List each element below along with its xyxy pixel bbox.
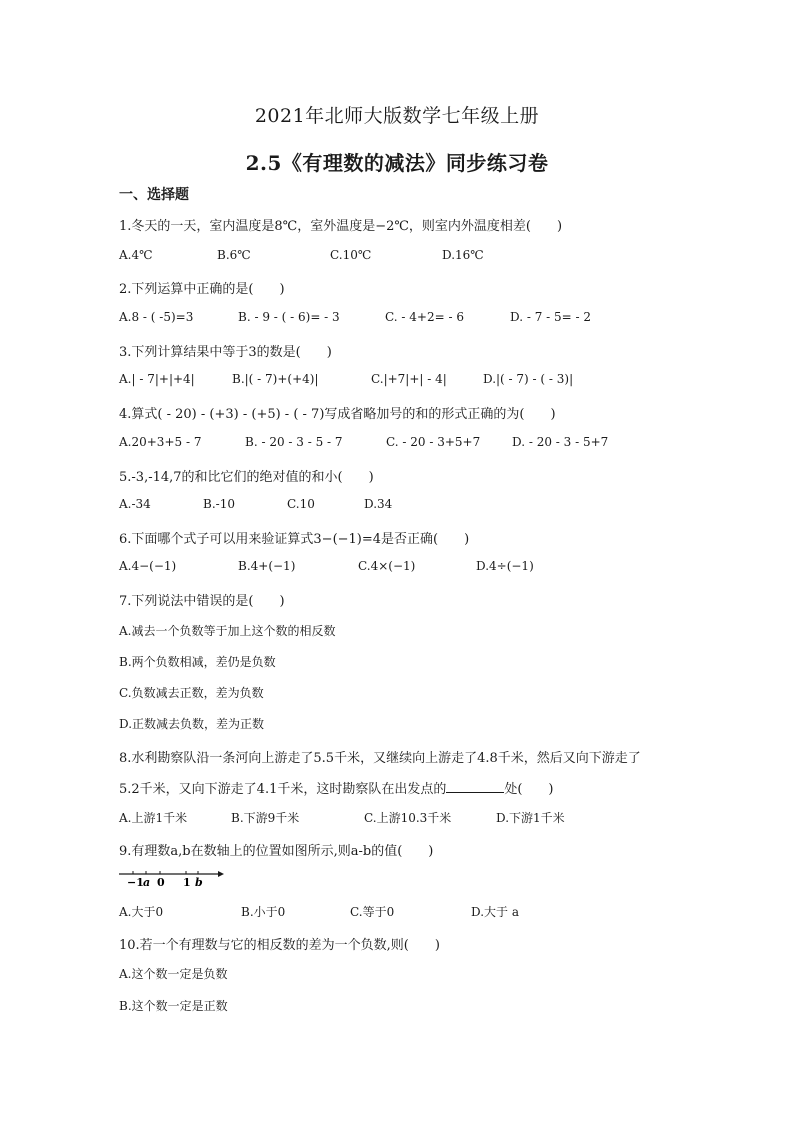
question-10-stem: 10.若一个有理数与它的相反数的差为一个负数,则( ) [119, 938, 440, 953]
question-8-stem-line-2 [119, 778, 554, 797]
document-title: 2021年北师大版数学七年级上册 [254, 105, 540, 127]
question-6-option-b: B.4+(−1) [238, 559, 296, 573]
question-2-stem: 2.下列运算中正确的是( ) [119, 282, 285, 297]
question-5-option-d: D.34 [364, 497, 393, 511]
question-5-option-b: B.-10 [203, 497, 235, 511]
question-8-option-c: C.上游10.3千米 [364, 811, 452, 825]
question-5-option-c: C.10 [287, 497, 315, 511]
label-minus-one: −1 [127, 876, 144, 889]
question-9-option-b: B.小于0 [241, 905, 286, 919]
question-3-option-d: D.|( - 7) - ( - 3)| [483, 372, 574, 386]
question-4-option-a: A.20+3+5 - 7 [119, 435, 202, 449]
section-heading: 一、选择题 [119, 187, 189, 203]
question-5-stem: 5.-3,-14,7的和比它们的绝对值的和小( ) [119, 470, 374, 485]
question-1-stem: 1.冬天的一天，室内温度是8℃，室外温度是−2℃，则室内外温度相差( ) [119, 219, 563, 234]
question-7-option-d: D.正数减去负数，差为正数 [119, 717, 265, 731]
question-3-stem: 3.下列计算结果中等于3的数是( ) [119, 345, 332, 360]
question-8-option-b: B.下游9千米 [231, 811, 300, 825]
question-1-option-d: D.16℃ [442, 248, 484, 262]
answer-blank [446, 780, 504, 793]
arrow-icon [218, 871, 224, 877]
question-10-option-b: B.这个数一定是正数 [119, 999, 228, 1013]
question-3-option-b: B.|( - 7)+(+4)| [232, 372, 319, 386]
number-line-figure [118, 868, 228, 890]
question-9-option-d: D.大于 a [471, 905, 519, 919]
question-2-option-a: A.8 - ( -5)=3 [119, 310, 194, 324]
label-zero: 0 [157, 876, 165, 889]
question-9-option-c: C.等于0 [350, 905, 395, 919]
label-b: b [195, 876, 203, 889]
question-9-stem: 9.有理数a,b在数轴上的位置如图所示,则a-b的值( ) [119, 844, 434, 859]
document-subtitle: 2.5《有理数的减法》同步练习卷 [245, 151, 549, 175]
question-8-stem-line-1: 8.水利勘察队沿一条河向上游走了5.5千米，又继续向上游走了4.8千米，然后又向下游走了 [119, 751, 641, 766]
label-one: 1 [183, 876, 191, 889]
label-a: a [143, 876, 151, 889]
question-2-option-c: C. - 4+2= - 6 [385, 310, 464, 324]
question-8-stem-part-2: 处( ) [504, 782, 554, 797]
question-7-option-a: A.减去一个负数等于加上这个数的相反数 [119, 624, 336, 638]
question-1-option-c: C.10℃ [330, 248, 372, 262]
question-4-option-c: C. - 20 - 3+5+7 [386, 435, 481, 449]
question-9-option-a: A.大于0 [119, 905, 164, 919]
question-2-option-d: D. - 7 - 5= - 2 [510, 310, 592, 324]
question-10-option-a: A.这个数一定是负数 [119, 967, 228, 981]
question-1-option-a: A.4℃ [119, 248, 153, 262]
question-6-stem: 6.下面哪个式子可以用来验证算式3−(−1)=4是否正确( ) [119, 532, 470, 547]
question-4-option-b: B. - 20 - 3 - 5 - 7 [245, 435, 343, 449]
question-1-option-b: B.6℃ [217, 248, 251, 262]
question-4-stem: 4.算式( - 20) - (+3) - (+5) - ( - 7)写成省略加号的和的形式正确的为( ) [119, 407, 556, 422]
question-7-option-c: C.负数减去正数，差为负数 [119, 686, 264, 700]
question-5-option-a: A.-34 [119, 497, 151, 511]
question-2-option-b: B. - 9 - ( - 6)= - 3 [238, 310, 340, 324]
question-7-stem: 7.下列说法中错误的是( ) [119, 594, 285, 609]
question-8-stem-part-1: 5.2千米，又向下游走了4.1千米，这时勘察队在出发点的 [119, 782, 447, 797]
question-4-option-d: D. - 20 - 3 - 5+7 [512, 435, 609, 449]
question-7-option-b: B.两个负数相减，差仍是负数 [119, 655, 276, 669]
question-8-option-d: D.下游1千米 [496, 811, 565, 825]
question-8-option-a: A.上游1千米 [119, 811, 188, 825]
question-6-option-d: D.4÷(−1) [476, 559, 534, 573]
question-3-option-c: C.|+7|+| - 4| [371, 372, 447, 386]
question-3-option-a: A.| - 7|+|+4| [119, 372, 195, 386]
question-6-option-c: C.4×(−1) [358, 559, 416, 573]
question-6-option-a: A.4−(−1) [119, 559, 177, 573]
